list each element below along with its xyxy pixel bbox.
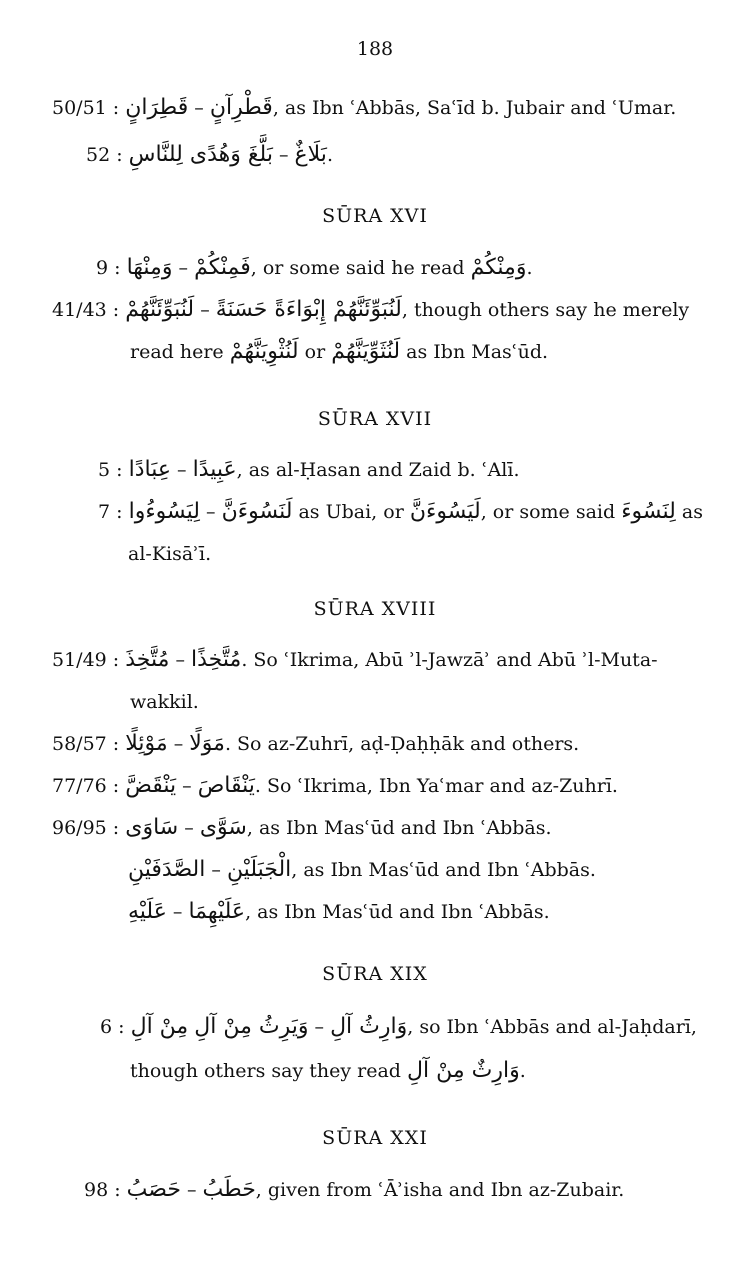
arabic-variant: لَنُثْوِيَنَّهُمْ <box>229 339 299 364</box>
entry-line <box>128 897 550 927</box>
arabic-variant: عَبِيدًا <box>192 457 237 482</box>
arabic-reading: سَاوَى <box>125 815 179 840</box>
entry-line <box>98 455 519 485</box>
entry-text: , given from ʿĀʾisha and Ibn az-Zubair. <box>255 1179 625 1201</box>
dash: – <box>200 299 210 321</box>
arabic-reading: وَمِنْهَا <box>126 255 173 280</box>
entry-text: as Ubai, or <box>298 501 404 523</box>
entry-text: , as Ibn Masʿūd and Ibn ʿAbbās. <box>291 859 596 881</box>
sura-heading: SŪRA XVI <box>322 205 428 227</box>
dash: – <box>184 817 194 839</box>
verse-number: 58/57 <box>52 733 107 755</box>
arabic-variant: لَنُثَوِّيَنَّهُمْ <box>331 339 401 364</box>
arabic-reading: قَطِرَانٍ <box>125 95 189 120</box>
verse-number: 9 <box>96 257 109 279</box>
verse-number: 77/76 <box>52 775 107 797</box>
colon: : <box>110 459 129 481</box>
arabic-reading: الصَّدَفَيْنِ <box>128 857 206 882</box>
arabic-reading: مَوْئِلًا <box>125 731 168 756</box>
entry-text: , or some said <box>480 501 616 523</box>
dash: – <box>182 775 192 797</box>
entry-text: , as Ibn Masʿūd and Ibn ʿAbbās. <box>245 901 550 923</box>
colon: : <box>108 257 127 279</box>
sura-heading: SŪRA XIX <box>322 963 428 985</box>
entry-text: , as Ibn ʿAbbās, Saʿīd b. Jubair and ʿUmar. <box>272 97 677 119</box>
arabic-variant: لَيَسُوءَنَّ <box>409 499 481 524</box>
entry-text: though others say they read <box>130 1060 401 1082</box>
entry-line <box>52 645 658 675</box>
colon: : <box>106 649 126 671</box>
dash: – <box>178 257 189 279</box>
dash: – <box>314 1016 325 1038</box>
entry-continuation <box>130 337 548 367</box>
colon: : <box>108 1179 127 1201</box>
arabic-variant: بَلَاغٌ <box>294 142 327 167</box>
verse-number: 51/49 <box>52 649 107 671</box>
colon: : <box>106 97 126 119</box>
entry-line <box>100 1012 697 1042</box>
entry-line <box>98 497 703 527</box>
entry-text: . <box>326 144 333 166</box>
colon: : <box>110 144 129 166</box>
entry-text: , as Ibn Masʿūd and Ibn ʿAbbās. <box>246 817 552 839</box>
entry-text: as <box>681 501 703 523</box>
colon: : <box>106 733 126 755</box>
entry-text: , so Ibn ʿAbbās and al-Jaḥdarī, <box>407 1016 697 1038</box>
arabic-variant: لَنُبَوِّئَنَّهُمْ إِبْوَاءَةً حَسَنَةً <box>215 297 402 322</box>
dash: – <box>175 649 185 671</box>
verse-number: 96/95 <box>52 817 107 839</box>
arabic-reading: لَنُبَوِّئَنَّهُمْ <box>125 297 195 322</box>
arabic-reading: مِنْ آلِ <box>130 1014 189 1039</box>
colon: : <box>106 817 126 839</box>
arabic-variant: سَوَّى <box>199 815 247 840</box>
arabic-variant: لَنَسُوءَنَّ <box>221 499 293 524</box>
sura-heading: SŪRA XXI <box>322 1127 428 1149</box>
entry-line <box>52 813 552 843</box>
entry-line <box>86 140 333 170</box>
entry-line <box>128 855 596 885</box>
dash: – <box>172 901 183 923</box>
arabic-variant: الْجَبَلَيْنِ <box>226 857 292 882</box>
entry-continuation: wakkil. <box>130 691 199 713</box>
entry-line <box>52 93 676 123</box>
entry-end: . <box>519 1060 526 1082</box>
arabic-reading: لِيَسُوءُوا <box>128 499 200 524</box>
arabic-variant: وَمِنْكُمْ <box>470 255 527 280</box>
dash: – <box>187 1179 197 1201</box>
dash: – <box>211 859 221 881</box>
verse-number: 41/43 <box>52 299 107 321</box>
colon: : <box>106 775 126 797</box>
entry-line <box>96 253 533 283</box>
entry-text: as Ibn Masʿūd. <box>406 341 549 363</box>
arabic-variant: لِنَسُوءَ <box>621 499 676 524</box>
entry-line <box>52 771 618 801</box>
entry-text: , though others say he merely <box>401 299 690 321</box>
arabic-reading: يَنْقَضَّ <box>125 773 177 798</box>
entry-text: . So az-Zuhrī, aḍ-Ḍaḥḥāk and others. <box>224 733 580 755</box>
arabic-reading: وَيَرِثُ مِنْ آلِ <box>194 1014 309 1039</box>
entry-line <box>84 1175 624 1205</box>
entry-text: , as al-Ḥasan and Zaid b. ʿAlī. <box>236 459 520 481</box>
sura-heading: SŪRA XVIII <box>313 598 437 620</box>
colon: : <box>112 1016 131 1038</box>
arabic-variant: مَوَلًا <box>189 731 225 756</box>
entry-text: read here <box>130 341 224 363</box>
entry-end: . <box>526 257 533 279</box>
colon: : <box>106 299 126 321</box>
arabic-variant: قَطْرِآنٍ <box>209 95 273 120</box>
dash: – <box>177 459 187 481</box>
page-number: 188 <box>356 38 394 60</box>
arabic-reading: بَلَّغَ وَهُدًى لِلنَّاسِ <box>128 142 273 167</box>
verse-number: 98 <box>84 1179 109 1201</box>
arabic-reading: عِبَادًا <box>128 457 171 482</box>
entry-text: . So ʿIkrima, Abū ʾl-Jawzāʾ and Abū ʾl-Muta- <box>241 649 658 671</box>
verse-number: 52 <box>86 144 111 166</box>
entry-line <box>52 295 704 325</box>
verse-number: 5 <box>98 459 111 481</box>
verse-number: 6 <box>100 1016 113 1038</box>
arabic-reading: عَلَيْهِ <box>128 899 167 924</box>
entry-line <box>52 729 579 759</box>
entry-text: or <box>304 341 326 363</box>
dash: – <box>279 144 289 166</box>
verse-number: 50/51 <box>52 97 107 119</box>
dash: – <box>206 501 216 523</box>
arabic-variant: حَطَبُ <box>202 1177 256 1202</box>
arabic-variant: عَلَيْهِمَا <box>188 899 246 924</box>
colon: : <box>110 501 129 523</box>
entry-continuation <box>130 1056 526 1086</box>
arabic-variant: يَنْقَاصَ <box>197 773 255 798</box>
arabic-reading: حَصَبُ <box>126 1177 181 1202</box>
entry-text: , or some said he read <box>250 257 465 279</box>
arabic-reading: مُتَّخِذَ <box>125 647 170 672</box>
arabic-variant: وَارِثُ آلِ <box>330 1014 408 1039</box>
dash: – <box>173 733 184 755</box>
dash: – <box>194 97 204 119</box>
arabic-variant: وَارِثٌ مِنْ آلِ <box>407 1058 520 1083</box>
arabic-variant: فَمِنْكُمْ <box>194 255 251 280</box>
sura-heading: SŪRA XVII <box>317 408 433 430</box>
entry-text: . So ʿIkrima, Ibn Yaʿmar and az-Zuhrī. <box>254 775 618 797</box>
arabic-variant: مُتَّخِذًا <box>191 647 242 672</box>
verse-number: 7 <box>98 501 111 523</box>
entry-continuation: al-Kisāʾī. <box>128 543 212 565</box>
